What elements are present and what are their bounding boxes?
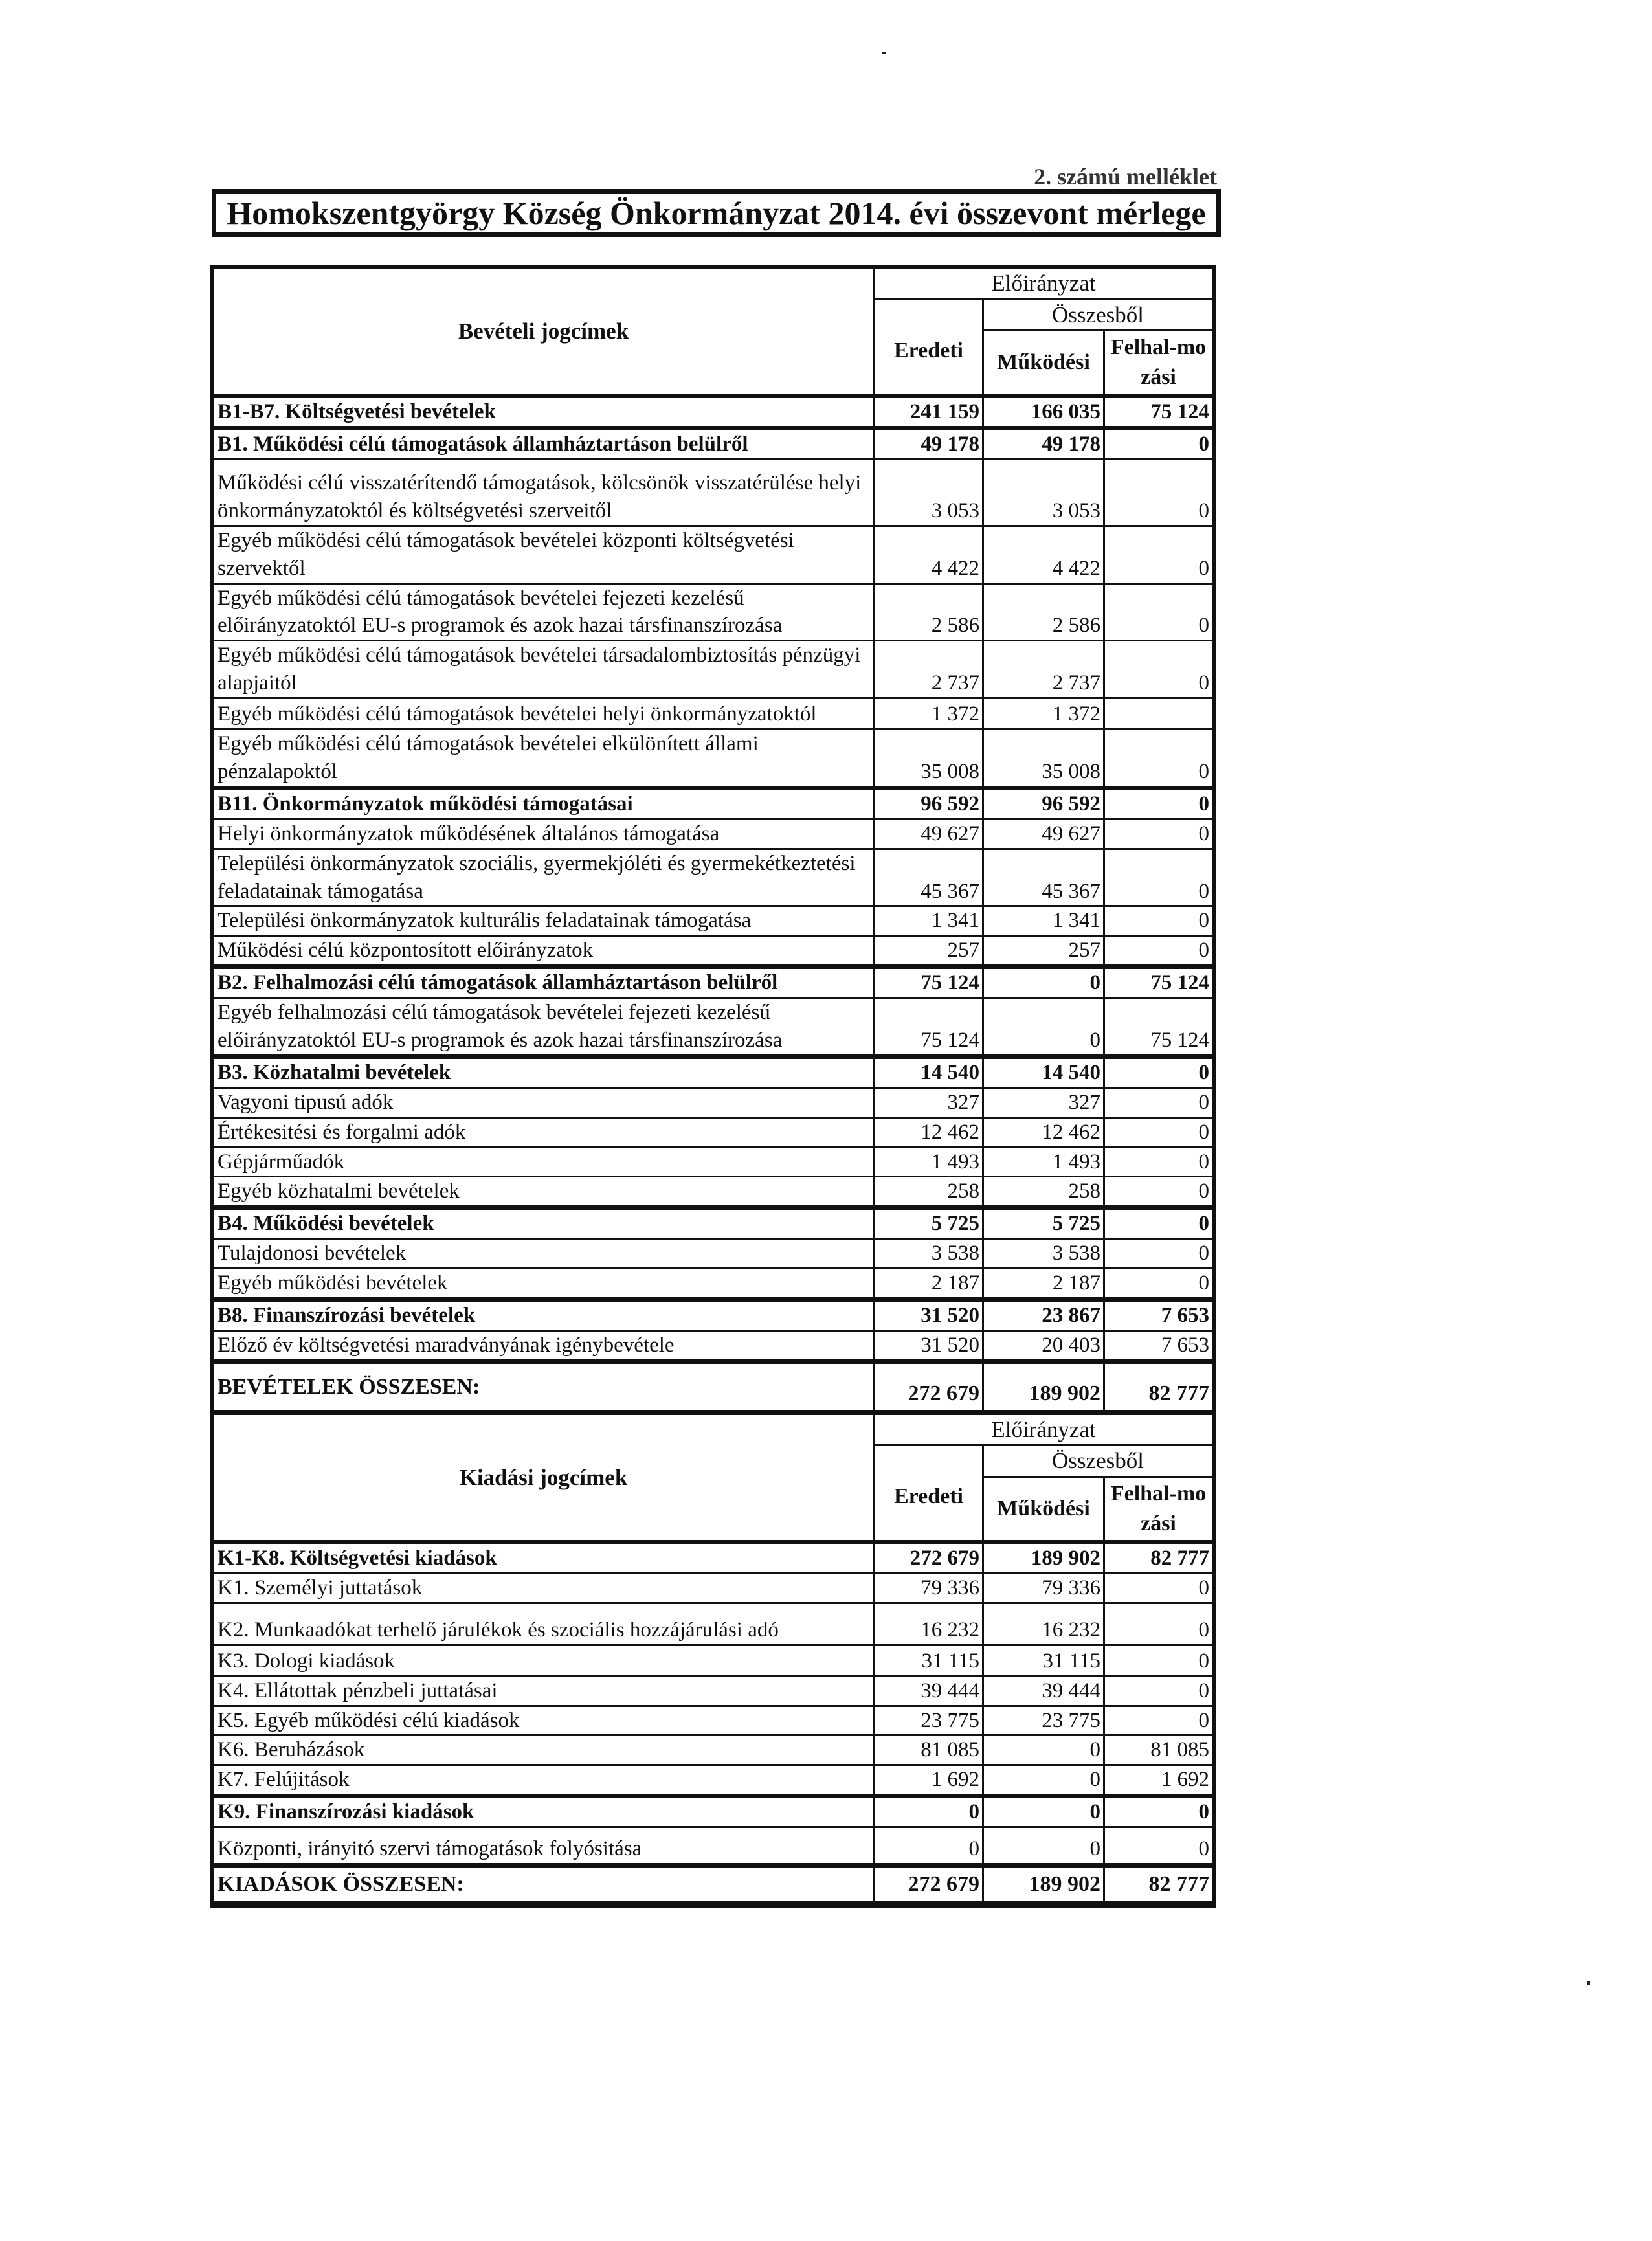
revenue-operating-value: 20 403	[983, 1330, 1104, 1361]
revenue-total-label: BEVÉTELEK ÖSSZESEN:	[213, 1361, 875, 1412]
expenditure-capital-value: 0	[1104, 1603, 1213, 1645]
expenditure-original-value: 23 775	[875, 1706, 983, 1735]
expenditure-operating-value: 0	[983, 1765, 1104, 1796]
revenue-operating-value: 5 725	[983, 1208, 1104, 1239]
revenue-capital-value: 75 124	[1104, 967, 1213, 998]
revenue-capital-value: 75 124	[1104, 396, 1213, 429]
expenditure-original-value: 272 679	[875, 1542, 983, 1573]
revenue-group-header: Előirányzat	[875, 268, 1213, 300]
expenditure-header-row	[213, 1412, 1213, 1445]
revenue-capital-value: 0	[1104, 1087, 1213, 1117]
expenditure-row	[213, 1796, 1213, 1827]
expenditure-operating-value: 0	[983, 1827, 1104, 1866]
revenue-original-value: 327	[875, 1087, 983, 1117]
revenue-operating-value: 49 627	[983, 819, 1104, 849]
revenue-operating-value: 96 592	[983, 788, 1104, 819]
revenue-capital-value: 0	[1104, 730, 1213, 788]
scan-speck	[882, 52, 886, 54]
revenue-row-label: Települési önkormányzatok kulturális feladatainak támogatása	[213, 906, 875, 936]
revenue-row	[213, 1300, 1213, 1331]
revenue-label-column-header: Bevételi jogcímek	[213, 268, 875, 396]
revenue-capital-value: 0	[1104, 1239, 1213, 1269]
expenditure-row-label: K3. Dologi kiadások	[213, 1645, 875, 1676]
expenditure-total-capital: 82 777	[1104, 1866, 1213, 1904]
revenue-operating-value: 14 540	[983, 1056, 1104, 1087]
expenditure-original-value: 0	[875, 1796, 983, 1827]
revenue-total-capital: 82 777	[1104, 1361, 1213, 1412]
revenue-operating-value: 2 586	[983, 583, 1104, 641]
expenditure-capital-value: 0	[1104, 1645, 1213, 1676]
revenue-row	[213, 1330, 1213, 1361]
revenue-original-value: 75 124	[875, 998, 983, 1057]
revenue-operating-value: 166 035	[983, 396, 1104, 429]
expenditure-total-row	[213, 1866, 1213, 1904]
revenue-original-value: 14 540	[875, 1056, 983, 1087]
revenue-row-label: Értékesitési és forgalmi adók	[213, 1117, 875, 1147]
revenue-row	[213, 849, 1213, 906]
revenue-row-label: B3. Közhatalmi bevételek	[213, 1056, 875, 1087]
revenue-original-value: 257	[875, 936, 983, 967]
expenditure-row-label: K9. Finanszírozási kiadások	[213, 1796, 875, 1827]
revenue-operating-value: 327	[983, 1087, 1104, 1117]
revenue-capital-value: 0	[1104, 1117, 1213, 1147]
expenditure-operating-value: 23 775	[983, 1706, 1104, 1735]
revenue-original-value: 2 586	[875, 583, 983, 641]
revenue-operating-value: 35 008	[983, 730, 1104, 788]
expenditure-operating-value: 31 115	[983, 1645, 1104, 1676]
revenue-row-label: B2. Felhalmozási célú támogatások államháztartáson belülről	[213, 967, 875, 998]
revenue-original-value: 31 520	[875, 1330, 983, 1361]
revenue-capital-value: 0	[1104, 1177, 1213, 1208]
expenditure-capital-value: 0	[1104, 1827, 1213, 1866]
expenditure-capital-value: 0	[1104, 1676, 1213, 1706]
expenditure-group-header: Előirányzat	[875, 1412, 1213, 1445]
revenue-row	[213, 1117, 1213, 1147]
revenue-row	[213, 1147, 1213, 1177]
revenue-original-value: 1 372	[875, 698, 983, 730]
revenue-operating-value: 4 422	[983, 526, 1104, 583]
revenue-capital-value: 7 653	[1104, 1300, 1213, 1331]
revenue-row	[213, 396, 1213, 429]
revenue-capital-value: 0	[1104, 788, 1213, 819]
revenue-capital-value: 0	[1104, 641, 1213, 698]
revenue-row-label: Egyéb felhalmozási célú támogatások bevételei fejezeti kezelésű előirányzatoktól EU-s programok és azok hazai társfinanszírozása	[213, 998, 875, 1057]
revenue-original-header: Eredeti	[875, 299, 983, 396]
expenditure-original-value: 1 692	[875, 1765, 983, 1796]
revenue-capital-value: 0	[1104, 1208, 1213, 1239]
revenue-row-label: Helyi önkormányzatok működésének általános támogatása	[213, 819, 875, 849]
expenditure-row-label: Központi, irányitó szervi támogatások folyósitása	[213, 1827, 875, 1866]
revenue-original-value: 2 187	[875, 1269, 983, 1300]
revenue-row	[213, 998, 1213, 1057]
revenue-operating-value: 1 341	[983, 906, 1104, 936]
revenue-original-value: 1 493	[875, 1147, 983, 1177]
revenue-capital-header: Felhal-mozási	[1104, 331, 1213, 396]
revenue-capital-value: 0	[1104, 849, 1213, 906]
expenditure-operating-value: 189 902	[983, 1542, 1104, 1573]
revenue-original-value: 2 737	[875, 641, 983, 698]
revenue-row	[213, 906, 1213, 936]
expenditure-capital-value: 0	[1104, 1706, 1213, 1735]
revenue-original-value: 96 592	[875, 788, 983, 819]
expenditure-row	[213, 1542, 1213, 1573]
revenue-original-value: 31 520	[875, 1300, 983, 1331]
revenue-capital-value: 0	[1104, 526, 1213, 583]
revenue-of-which-header: Összesből	[983, 299, 1213, 331]
expenditure-operating-value: 79 336	[983, 1573, 1104, 1603]
revenue-row-label: Egyéb működési célú támogatások bevételei társadalombiztosítás pénzügyi alapjaitól	[213, 641, 875, 698]
expenditure-row-label: K4. Ellátottak pénzbeli juttatásai	[213, 1676, 875, 1706]
expenditure-row	[213, 1645, 1213, 1676]
revenue-capital-value: 0	[1104, 428, 1213, 459]
expenditure-of-which-header: Összesből	[983, 1445, 1213, 1477]
revenue-operating-header: Működési	[983, 331, 1104, 396]
revenue-operating-value: 0	[983, 967, 1104, 998]
revenue-original-value: 12 462	[875, 1117, 983, 1147]
revenue-total-operating: 189 902	[983, 1361, 1104, 1412]
revenue-row	[213, 936, 1213, 967]
expenditure-row	[213, 1573, 1213, 1603]
document-title: Homokszentgyörgy Község Önkormányzat 2014. évi összevont mérlege	[227, 195, 1206, 231]
revenue-original-value: 4 422	[875, 526, 983, 583]
expenditure-capital-value: 82 777	[1104, 1542, 1213, 1573]
revenue-capital-value: 0	[1104, 1269, 1213, 1300]
expenditure-capital-value: 0	[1104, 1573, 1213, 1603]
revenue-original-value: 3 538	[875, 1239, 983, 1269]
revenue-original-value: 241 159	[875, 396, 983, 429]
expenditure-row	[213, 1765, 1213, 1796]
revenue-row-label: B8. Finanszírozási bevételek	[213, 1300, 875, 1331]
revenue-row	[213, 1269, 1213, 1300]
expenditure-capital-value: 1 692	[1104, 1765, 1213, 1796]
revenue-operating-value: 3 538	[983, 1239, 1104, 1269]
revenue-row	[213, 1087, 1213, 1117]
revenue-capital-value: 7 653	[1104, 1330, 1213, 1361]
revenue-original-value: 3 053	[875, 459, 983, 526]
expenditure-row	[213, 1676, 1213, 1706]
revenue-operating-value: 1 493	[983, 1147, 1104, 1177]
revenue-capital-value: 75 124	[1104, 998, 1213, 1057]
revenue-capital-value: 0	[1104, 936, 1213, 967]
revenue-row-label: B1-B7. Költségvetési bevételek	[213, 396, 875, 429]
expenditure-row-label: K1. Személyi juttatások	[213, 1573, 875, 1603]
revenue-row	[213, 428, 1213, 459]
revenue-row	[213, 583, 1213, 641]
expenditure-row-label: K7. Felújitások	[213, 1765, 875, 1796]
revenue-row	[213, 819, 1213, 849]
revenue-row	[213, 967, 1213, 998]
revenue-row-label: Egyéb közhatalmi bevételek	[213, 1177, 875, 1208]
revenue-row-label: Egyéb működési célú támogatások bevételei központi költségvetési szervektől	[213, 526, 875, 583]
revenue-row	[213, 1208, 1213, 1239]
revenue-row	[213, 526, 1213, 583]
revenue-row-label: B4. Működési bevételek	[213, 1208, 875, 1239]
revenue-row-label: Egyéb működési bevételek	[213, 1269, 875, 1300]
expenditure-original-header: Eredeti	[875, 1445, 983, 1543]
revenue-operating-value: 257	[983, 936, 1104, 967]
revenue-capital-value: 0	[1104, 583, 1213, 641]
revenue-original-value: 45 367	[875, 849, 983, 906]
expenditure-operating-value: 16 232	[983, 1603, 1104, 1645]
revenue-operating-value: 49 178	[983, 428, 1104, 459]
revenue-total-original: 272 679	[875, 1361, 983, 1412]
expenditure-capital-value: 81 085	[1104, 1735, 1213, 1765]
revenue-row-label: Működési célú központosított előirányzatok	[213, 936, 875, 967]
revenue-operating-value: 2 187	[983, 1269, 1104, 1300]
expenditure-operating-value: 39 444	[983, 1676, 1104, 1706]
revenue-original-value: 1 341	[875, 906, 983, 936]
expenditure-total-operating: 189 902	[983, 1866, 1104, 1904]
expenditure-operating-header: Működési	[983, 1477, 1104, 1542]
revenue-row	[213, 641, 1213, 698]
expenditure-row-label: K1-K8. Költségvetési kiadások	[213, 1542, 875, 1573]
revenue-capital-value	[1104, 698, 1213, 730]
expenditure-original-value: 79 336	[875, 1573, 983, 1603]
expenditure-original-value: 0	[875, 1827, 983, 1866]
revenue-total-row	[213, 1361, 1213, 1412]
expenditure-total-label: KIADÁSOK ÖSSZESEN:	[213, 1866, 875, 1904]
expenditure-row	[213, 1603, 1213, 1645]
revenue-row-label: Egyéb működési célú támogatások bevételei elkülönített állami pénzalapoktól	[213, 730, 875, 788]
revenue-operating-value: 1 372	[983, 698, 1104, 730]
revenue-original-value: 5 725	[875, 1208, 983, 1239]
revenue-row	[213, 730, 1213, 788]
revenue-row	[213, 1239, 1213, 1269]
revenue-operating-value: 3 053	[983, 459, 1104, 526]
revenue-row	[213, 698, 1213, 730]
annex-label: 2. számú melléklet	[1034, 164, 1217, 190]
expenditure-row-label: K6. Beruházások	[213, 1735, 875, 1765]
expenditure-row-label: K5. Egyéb működési célú kiadások	[213, 1706, 875, 1735]
revenue-header-row	[213, 268, 1213, 300]
expenditure-capital-value: 0	[1104, 1796, 1213, 1827]
revenue-row-label: Egyéb működési célú támogatások bevételei fejezeti kezelésű előirányzatoktól EU-s programok és azok hazai társfinanszírozása	[213, 583, 875, 641]
revenue-row-label: Települési önkormányzatok szociális, gyermekjóléti és gyermekétkeztetési feladatainak támogatása	[213, 849, 875, 906]
revenue-original-value: 258	[875, 1177, 983, 1208]
revenue-operating-value: 12 462	[983, 1117, 1104, 1147]
expenditure-capital-header: Felhal-mozási	[1104, 1477, 1213, 1542]
expenditure-row-label: K2. Munkaadókat terhelő járulékok és szociális hozzájárulási adó	[213, 1603, 875, 1645]
revenue-original-value: 75 124	[875, 967, 983, 998]
revenue-capital-value: 0	[1104, 819, 1213, 849]
expenditure-operating-value: 0	[983, 1735, 1104, 1765]
revenue-capital-value: 0	[1104, 906, 1213, 936]
expenditure-original-value: 39 444	[875, 1676, 983, 1706]
revenue-original-value: 35 008	[875, 730, 983, 788]
document-title-box	[212, 189, 1221, 237]
revenue-operating-value: 0	[983, 998, 1104, 1057]
revenue-operating-value: 45 367	[983, 849, 1104, 906]
revenue-operating-value: 2 737	[983, 641, 1104, 698]
expenditure-total-original: 272 679	[875, 1866, 983, 1904]
revenue-row-label: B11. Önkormányzatok működési támogatásai	[213, 788, 875, 819]
expenditure-operating-value: 0	[983, 1796, 1104, 1827]
expenditure-original-value: 16 232	[875, 1603, 983, 1645]
revenue-row-label: Tulajdonosi bevételek	[213, 1239, 875, 1269]
revenue-row-label: Gépjárműadók	[213, 1147, 875, 1177]
expenditure-row	[213, 1735, 1213, 1765]
revenue-operating-value: 258	[983, 1177, 1104, 1208]
revenue-row	[213, 1056, 1213, 1087]
revenue-row	[213, 459, 1213, 526]
revenue-original-value: 49 627	[875, 819, 983, 849]
expenditure-row	[213, 1827, 1213, 1866]
revenue-capital-value: 0	[1104, 1056, 1213, 1087]
revenue-operating-value: 23 867	[983, 1300, 1104, 1331]
scan-speck	[1587, 1981, 1590, 1985]
revenue-row-label: Egyéb működési célú támogatások bevételei helyi önkormányzatoktól	[213, 698, 875, 730]
revenue-row-label: Működési célú visszatérítendő támogatások, kölcsönök visszatérülése helyi önkormányzatoktól és költségvetési szerveitől	[213, 459, 875, 526]
expenditure-label-column-header: Kiadási jogcímek	[213, 1412, 875, 1542]
revenue-capital-value: 0	[1104, 459, 1213, 526]
expenditure-original-value: 31 115	[875, 1645, 983, 1676]
balance-table	[212, 267, 1214, 1906]
expenditure-row	[213, 1706, 1213, 1735]
expenditure-original-value: 81 085	[875, 1735, 983, 1765]
revenue-row	[213, 1177, 1213, 1208]
revenue-row-label: Előző év költségvetési maradványának igénybevétele	[213, 1330, 875, 1361]
revenue-row-label: B1. Működési célú támogatások államháztartáson belülről	[213, 428, 875, 459]
revenue-row-label: Vagyoni tipusú adók	[213, 1087, 875, 1117]
revenue-capital-value: 0	[1104, 1147, 1213, 1177]
revenue-row	[213, 788, 1213, 819]
revenue-original-value: 49 178	[875, 428, 983, 459]
